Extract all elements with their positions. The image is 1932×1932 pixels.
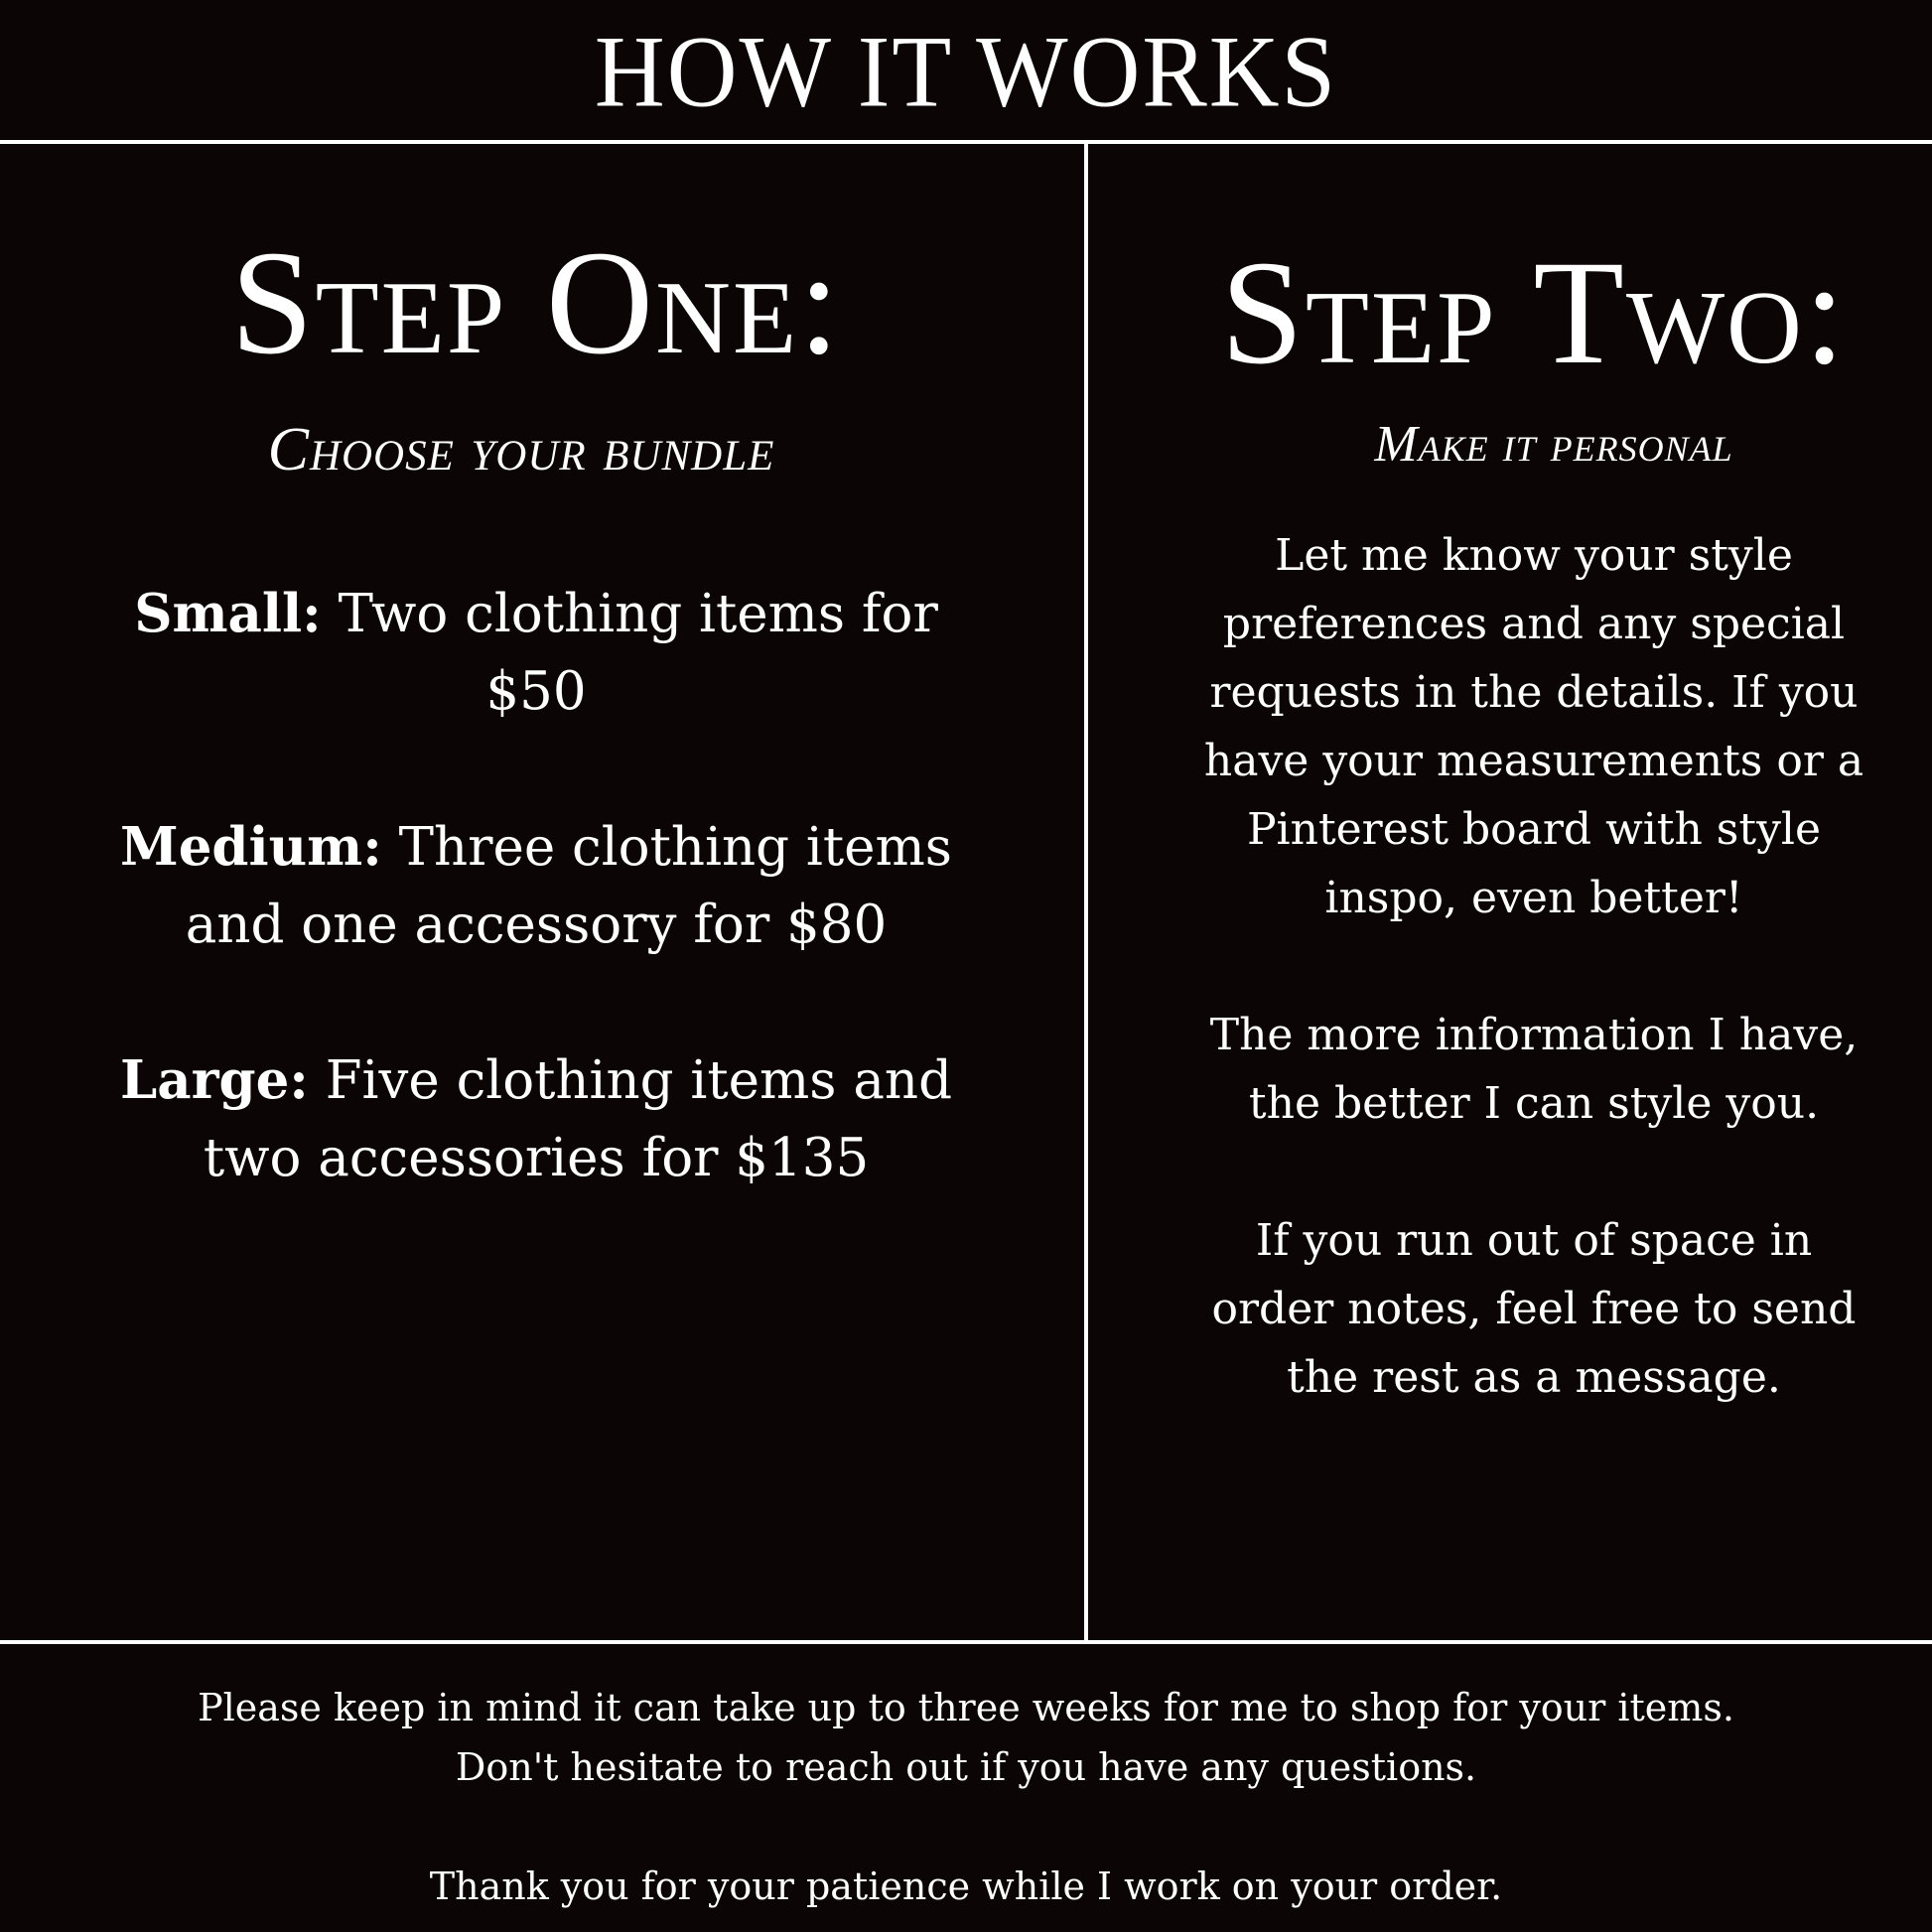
bottom-divider: [0, 1640, 1932, 1644]
footer-note: Don't hesitate to reach out if you have any questions.: [455, 1745, 1477, 1789]
footer-thanks: Thank you for your patience while I work on your order.: [429, 1864, 1503, 1908]
page-title: HOW IT WORKS: [594, 16, 1338, 129]
bundle-description: Two clothing items for $50: [321, 584, 938, 722]
paragraph: Let me know your style preferences and any special requests in the details. If you have your measurements or a Pinterest board with style inspo, even better!: [1203, 530, 1864, 923]
bundle-name: Medium:: [120, 816, 382, 878]
bundle-description: Three clothing items and one accessory for $80: [185, 817, 952, 955]
header: [0, 0, 1932, 141]
bundle-medium: [119, 808, 953, 964]
bundle-large: [119, 1041, 953, 1197]
top-divider: [0, 140, 1932, 144]
step-one-panel: [119, 220, 953, 1275]
paragraph: The more information I have, the better I can style you.: [1209, 1010, 1859, 1129]
bundle-small: [119, 575, 953, 731]
step-one-subtitle: Choose your bundle: [267, 416, 775, 483]
step-two-subtitle: Make it personal: [1374, 416, 1733, 473]
bundle-description: Five clothing items and two accessories for $135: [203, 1050, 952, 1188]
bundle-name: Small:: [134, 583, 322, 644]
footer-note: Please keep in mind it can take up to three weeks for me to shop for your items.: [198, 1686, 1734, 1729]
paragraph: If you run out of space in order notes, feel free to send the rest as a message.: [1211, 1215, 1857, 1403]
bundle-list: [119, 575, 953, 1197]
column-divider: [1084, 142, 1088, 1642]
step-one-title: Step One:: [230, 220, 842, 385]
step-two-panel: [1191, 230, 1876, 1480]
step-two-body: [1191, 521, 1876, 1412]
step-two-title: Step Two:: [1220, 230, 1848, 395]
bundle-name: Large:: [119, 1049, 309, 1111]
footer: [0, 1678, 1932, 1916]
